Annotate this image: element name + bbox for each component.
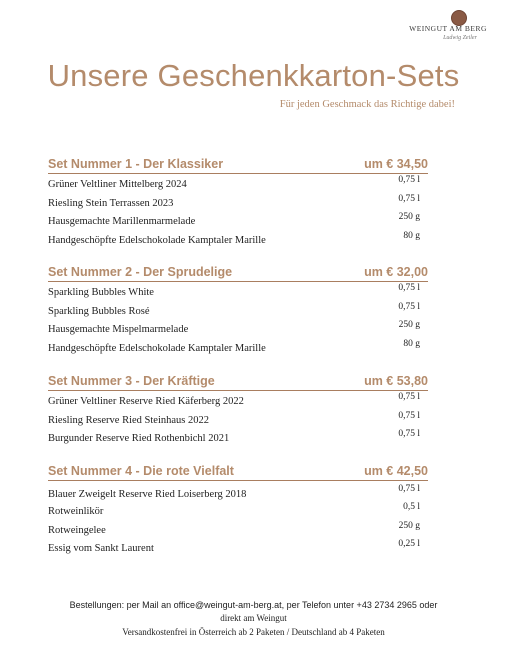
item-quantity: 80 g xyxy=(403,338,420,349)
list-item xyxy=(48,211,428,230)
list-item xyxy=(48,391,428,410)
set-price: um € 53,80 xyxy=(364,374,428,388)
item-quantity: 250 g xyxy=(398,212,420,222)
item-quantity: 0,5 l xyxy=(403,502,420,512)
list-item xyxy=(48,538,428,557)
item-name: Hausgemachte Marillenmarmelade xyxy=(48,216,196,227)
set-price: um € 42,50 xyxy=(364,464,428,478)
set-name: Set Nummer 2 - Der Sprudelige xyxy=(48,265,233,279)
item-quantity: 0,75 l xyxy=(398,283,420,293)
winery-logo xyxy=(398,10,498,46)
item-quantity: 0,75 l xyxy=(398,301,420,312)
item-quantity: 0,75 l xyxy=(398,175,420,185)
item-name: Rotweinlikör xyxy=(48,506,104,517)
item-name: Rotweingelee xyxy=(48,524,106,536)
logo-signature: Ludwig Zeiler xyxy=(443,35,477,41)
item-quantity: 0,25 l xyxy=(398,539,420,549)
set-header xyxy=(48,374,428,391)
order-info: Bestellungen: per Mail an office@weingut-am-berg.at, per Telefon unter +43 2734 2965 oder xyxy=(69,600,438,610)
list-item xyxy=(48,319,428,338)
set-name: Set Nummer 3 - Der Kräftige xyxy=(48,374,215,388)
set-2 xyxy=(48,265,428,356)
list-item xyxy=(48,282,428,301)
list-item xyxy=(48,301,428,320)
item-quantity: 0,75 l xyxy=(398,429,420,439)
list-item xyxy=(48,501,428,520)
set-name: Set Nummer 4 - Die rote Vielfalt xyxy=(48,464,234,478)
item-quantity: 250 g xyxy=(398,320,420,330)
item-name: Hausgemachte Mispelmarmelade xyxy=(48,324,189,335)
set-name: Set Nummer 1 - Der Klassiker xyxy=(48,157,224,171)
order-info-continued: direkt am Weingut xyxy=(220,613,287,623)
item-quantity: 0,75 l xyxy=(398,392,420,402)
shipping-info: Versandkostenfrei in Österreich ab 2 Paketen / Deutschland ab 4 Paketen xyxy=(122,627,385,637)
list-item xyxy=(48,230,428,249)
item-quantity: 0,75 l xyxy=(398,193,420,204)
page-title: Unsere Geschenkkarton-Sets xyxy=(47,58,460,93)
set-price: um € 34,50 xyxy=(364,157,428,171)
set-price: um € 32,00 xyxy=(364,265,428,279)
list-item xyxy=(48,520,428,539)
list-item xyxy=(48,481,428,501)
list-item xyxy=(48,174,428,193)
item-quantity: 80 g xyxy=(403,230,420,241)
list-item xyxy=(48,410,428,429)
list-item xyxy=(48,338,428,357)
set-3 xyxy=(48,374,428,447)
item-quantity: 250 g xyxy=(398,520,420,531)
set-1 xyxy=(48,157,428,248)
logo-brand: WEINGUT AM BERG xyxy=(409,24,487,33)
set-header xyxy=(48,157,428,174)
item-name: Burgunder Reserve Ried Rothenbichl 2021 xyxy=(48,433,230,444)
item-name: Sparkling Bubbles White xyxy=(48,287,154,298)
item-name: Grüner Veltliner Reserve Ried Käferberg 2022 xyxy=(48,396,244,407)
page-subtitle: Für jeden Geschmack das Richtige dabei! xyxy=(279,99,455,110)
item-name: Riesling Stein Terrassen 2023 xyxy=(48,197,174,209)
item-name: Grüner Veltliner Mittelberg 2024 xyxy=(48,179,187,190)
set-4 xyxy=(48,464,428,557)
item-name: Handgeschöpfte Edelschokolade Kamptaler Marille xyxy=(48,342,266,354)
item-quantity: 0,75 l xyxy=(398,410,420,421)
list-item xyxy=(48,428,428,447)
item-name: Blauer Zweigelt Reserve Ried Loiserberg 2018 xyxy=(48,489,247,500)
item-name: Essig vom Sankt Laurent xyxy=(48,543,154,554)
item-quantity: 0,75 l xyxy=(398,484,420,494)
set-header xyxy=(48,464,428,481)
item-name: Handgeschöpfte Edelschokolade Kamptaler Marille xyxy=(48,234,266,246)
item-name: Riesling Reserve Ried Steinhaus 2022 xyxy=(48,414,209,426)
set-header xyxy=(48,265,428,282)
list-item xyxy=(48,193,428,212)
item-name: Sparkling Bubbles Rosé xyxy=(48,305,150,317)
